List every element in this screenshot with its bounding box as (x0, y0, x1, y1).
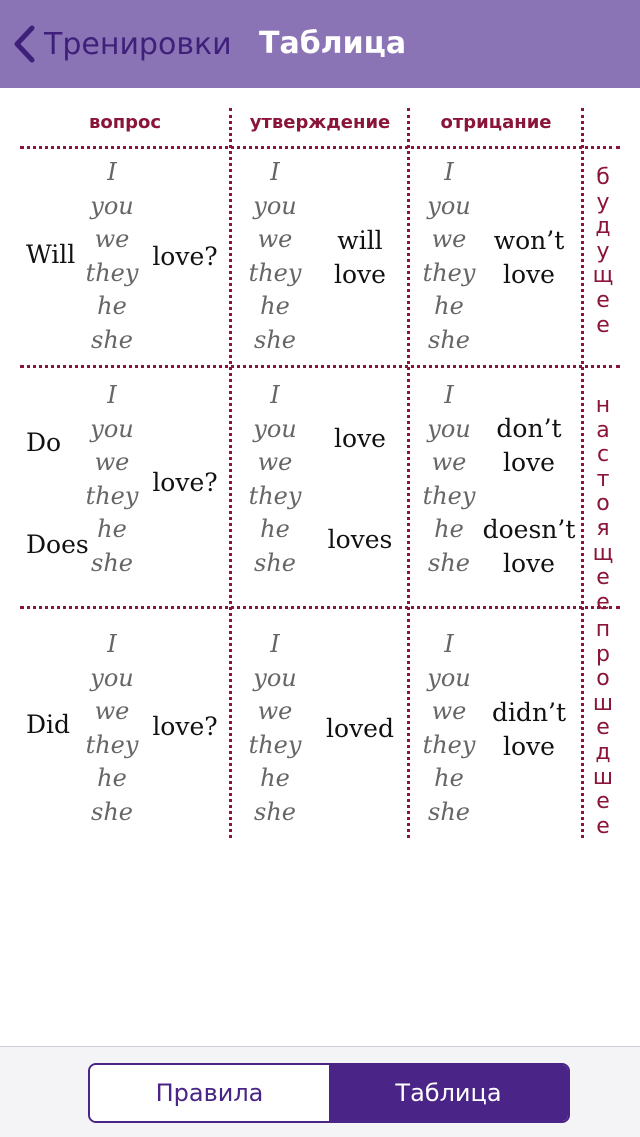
tense-letter: е (596, 589, 610, 615)
tense-letter: б (596, 165, 610, 190)
pronoun-text: you (90, 192, 134, 220)
grid-line-vertical (581, 108, 584, 838)
table-segment[interactable]: Таблица (329, 1065, 568, 1121)
question-aux: Will (26, 240, 76, 269)
header-question: вопрос (88, 112, 162, 133)
negate-text: love (503, 549, 555, 578)
pronoun-text: he (97, 764, 127, 792)
grid-line-horizontal (20, 606, 620, 609)
tense-letter: р (596, 641, 610, 667)
rules-segment[interactable]: Правила (90, 1065, 329, 1121)
page-title: Таблица (259, 26, 407, 61)
tense-letter: ш (592, 690, 614, 716)
pronoun-text: she (254, 798, 296, 826)
pronoun-text: she (254, 549, 296, 577)
tense-letter: е (596, 789, 610, 815)
tense-letter: т (596, 466, 610, 492)
tense-label-past (592, 618, 614, 839)
conjugation-table (0, 88, 640, 848)
pronoun-text: we (431, 448, 467, 476)
pronoun-text: they (422, 731, 476, 759)
negate-text: don’t (496, 414, 562, 443)
tense-letter: у (596, 189, 610, 215)
pronoun-text: he (260, 764, 290, 792)
pronoun-text: I (270, 158, 280, 186)
pronoun-text: you (427, 664, 471, 692)
nav-bar (0, 0, 640, 88)
pronoun-text: she (91, 549, 133, 577)
pronoun-text: he (434, 292, 464, 320)
tense-letter: е (596, 312, 610, 338)
tense-letter: н (595, 393, 611, 418)
back-label: Тренировки (44, 26, 232, 62)
tense-letter: у (596, 238, 610, 264)
bottom-toolbar (0, 1046, 640, 1137)
pronoun-text: you (90, 664, 134, 692)
pronoun-text: she (428, 549, 470, 577)
pronoun-text: we (257, 225, 293, 253)
pronoun-text: you (253, 192, 297, 220)
pronoun-text: you (253, 664, 297, 692)
pronoun-text: he (434, 764, 464, 792)
question-aux: Does (26, 530, 89, 559)
affirm-text: will (337, 226, 383, 255)
tense-letter: а (596, 417, 610, 443)
pronoun-text: I (444, 158, 454, 186)
pronoun-text: we (94, 697, 130, 725)
tense-letter: п (595, 617, 611, 642)
tense-letter: е (596, 813, 610, 839)
pronoun-text: he (260, 292, 290, 320)
pronoun-text: you (253, 415, 297, 443)
pronoun-text: she (91, 326, 133, 354)
pronoun-text: we (94, 448, 130, 476)
question-verb: love? (152, 468, 218, 497)
pronoun-text: we (94, 225, 130, 253)
grid-line-horizontal (20, 365, 620, 368)
affirm-text: loved (326, 714, 394, 743)
grid-line-vertical (407, 108, 410, 838)
pronoun-text: they (85, 482, 139, 510)
pronoun-text: I (107, 630, 117, 658)
pronoun-text: I (107, 381, 117, 409)
tense-letter: е (596, 287, 610, 313)
tense-letter: д (595, 739, 611, 765)
question-aux: Did (26, 710, 71, 739)
negate-text: love (503, 260, 555, 289)
segmented-control (88, 1063, 570, 1123)
pronoun-text: I (270, 381, 280, 409)
pronoun-text: he (260, 515, 290, 543)
pronoun-text: they (248, 259, 302, 287)
pronoun-text: he (434, 515, 464, 543)
header-negative: отрицание (440, 112, 552, 133)
back-button[interactable] (12, 20, 232, 68)
grid-line-horizontal (20, 146, 620, 149)
negate-text: won’t (493, 226, 565, 255)
pronoun-text: we (431, 225, 467, 253)
pronoun-text: you (427, 192, 471, 220)
tense-letter: е (596, 715, 610, 741)
pronoun-text: they (85, 731, 139, 759)
question-verb: love? (152, 712, 218, 741)
pronoun-text: he (97, 515, 127, 543)
affirm-text: love (334, 424, 386, 453)
pronoun-text: she (254, 326, 296, 354)
negate-text: love (503, 732, 555, 761)
pronoun-text: I (444, 630, 454, 658)
pronoun-text: I (107, 158, 117, 186)
pronoun-text: he (97, 292, 127, 320)
header-affirmative: утверждение (249, 112, 391, 133)
tense-letter: с (596, 442, 610, 468)
tense-label-future (592, 166, 614, 338)
question-aux: Do (26, 428, 62, 457)
pronoun-text: we (257, 448, 293, 476)
negate-text: doesn’t (482, 515, 576, 544)
pronoun-text: you (90, 415, 134, 443)
negate-text: love (503, 448, 555, 477)
tense-letter: е (596, 565, 610, 591)
tense-letter: щ (592, 263, 614, 289)
tense-letter: щ (592, 540, 614, 566)
pronoun-text: they (85, 259, 139, 287)
question-verb: love? (152, 242, 218, 271)
negate-text: didn’t (491, 698, 567, 727)
pronoun-text: you (427, 415, 471, 443)
pronoun-text: they (422, 259, 476, 287)
tense-letter: я (596, 515, 610, 541)
pronoun-text: I (444, 381, 454, 409)
pronoun-text: they (248, 482, 302, 510)
affirm-text: love (334, 260, 386, 289)
pronoun-text: we (431, 697, 467, 725)
pronoun-text: we (257, 697, 293, 725)
pronoun-text: they (248, 731, 302, 759)
tense-label-present (592, 394, 614, 615)
chevron-left-icon (12, 24, 36, 64)
affirm-text: loves (327, 525, 393, 554)
tense-letter: о (596, 666, 610, 692)
tense-letter: ш (592, 764, 614, 790)
pronoun-text: I (270, 630, 280, 658)
pronoun-text: she (428, 798, 470, 826)
pronoun-text: she (91, 798, 133, 826)
pronoun-text: they (422, 482, 476, 510)
tense-letter: о (596, 491, 610, 517)
pronoun-text: she (428, 326, 470, 354)
grid-line-vertical (229, 108, 232, 838)
tense-letter: д (595, 214, 611, 240)
